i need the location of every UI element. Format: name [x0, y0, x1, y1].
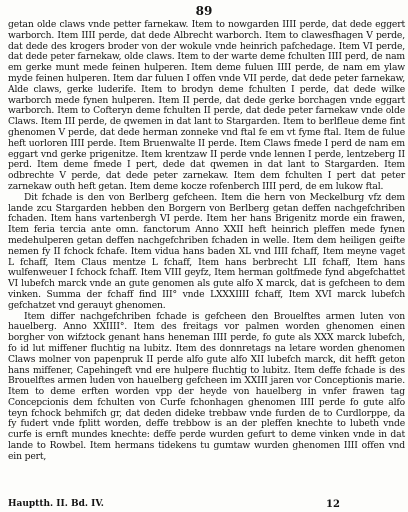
page-number: 89 — [195, 4, 213, 18]
paragraph-berlberg-damages: Dit fchade is den von Berlberg gefcheen. Item die hern von Meckelburg vfz dem lande zcu Stargarden hebben den Borgern von Berlberg getan deffen nachgefchriben fchaden. Item hans vartenbergh VI perde. Item her hans Brigenitz morde ein frawen, Item feria tercia ante omn. fanctorum Anno XXII heft heinrich pleffen mede fynen medehulperen getan deffen nachgefchriben fchaden in welle. Item dem heiligen geifte nemen fy II fchock fchafe. Item vidua hans baden XL vnd IIII fchaff, Item meyne vaget L fchaff, Item Claus mentze L fchaff, Item hans berbrecht LII fchaff, Item hans wulfenweuer I fchock fchaff. Item VIII geyfz, Item herman goltfmede fynd abgefchattet VI lubefch marck vnde an gute genomen als gute alfo X marck, dat is gefcheen to dem vinken. Summa der fchaff find III° vnde LXXXIIII fchaff, Item XVI marck lubefch gefchatzet vnd gerauyt ghenomen. — [8, 191, 405, 311]
paragraph-hauelberg-damages: Item differ nachgefchriben fchade is gefcheen den Brouelftes armen luten von hauelberg. Anno XXIIII°. Item des freitags vor palmen worden ghenomen einen borgher von wifztock genant hans heneman IIII perde, fo gute als XXX marck lubefch, fo id lut miffener fluchtig na lubitz. Item des donnretags na letare worden ghenomen Claws molner von papenpruk II perde alfo gute alfo XII lubefch marck, dit hefft geton hans miffener, Capehingeft vnd ere hulpere fluchtig to lubitz. Item deffe fchade is des Brouelftes armen luden von hauelberg gefcheen im XXIII jaren vor Conceptionis marie. Item to deme erften worden vpp der heyde von hauelberg in vnfer frawen tag Concepcionis dem fchulten von Curfe fchonhagen ghenomen IIII perde fo gute alfo teyn fchock behmifch gr, dat deden dideke trebbaw vnde furden de to Curdlorppe, da fy fudert vnde fplitt worden, deffe trebbow is an der pleffen knechte to lubeth vnde curfe is ernft mundes knechte: deffe perde wurden gefurt to deme vinken vnde in dat lande to Rowbel. Item hermans tidekens tu gumtaw wurden ghenomen IIII offen vnd ein pert, — [8, 310, 405, 462]
sheet-number: 12 — [326, 499, 340, 510]
paragraph-horse-losses: getan olde claws vnde petter farnekaw. Item to nowgarden IIII perde, dat dede eggert warborch. Item IIII perde, dat dede Albrecht warborch. Item to clawesfhagen V perde, dat dede des krogers broder von der wokule vnde heinrich pafchedage. Item VI perde, dat dede peter farnekaw, olde claws. Item to der warte deme fchulten IIII perd, de nam em gerke munt mede feinen hulperen. Item deme fuluen IIII perde, de nam em ylaw myde feinen hulperen. Item dar fuluen I offen vnde VII perde, dat dede peter farnekaw, Alde claws, gerke luderife. Item to brodyn deme fchulten I perde, dat dede wilke warborch mede fynen hulperen. Item II perde, dat dede gerke borchagen vnde eggart warborch. Item to Cofteryn deme fchulten II perde, dat dede peter farnekaw vnde olde Claws. Item III perde, de qwemen in dat lant to Stargarden. Item to berlfleue deme fint ghenomen V perde, dat dede herman zonneke vnd ftal fe em vt fyme ftal. Item de fuluе heft uorloren IIII perde. Item Bruenwalte II perde. Item Claws fmede I perd de nam em eggart vnd gerke prigenitze. Item krentzaw II perde vnde lennen I perde, lentzeberg II perd. Item deme fmede I pert, dede dat qwemen in dat lant to Stargarden. Item odbrechte V perde, dat dede peter zarnekaw. Item dem fchulten I pert dat peter zarnekaw outh heft getan. Item deme kocze rofenberch IIII perd, de em lukow ftal. — [8, 19, 405, 192]
volume-signature: Hauptth. II. Bd. IV. — [8, 499, 104, 509]
body-text — [8, 20, 405, 463]
page-footer — [8, 499, 400, 510]
